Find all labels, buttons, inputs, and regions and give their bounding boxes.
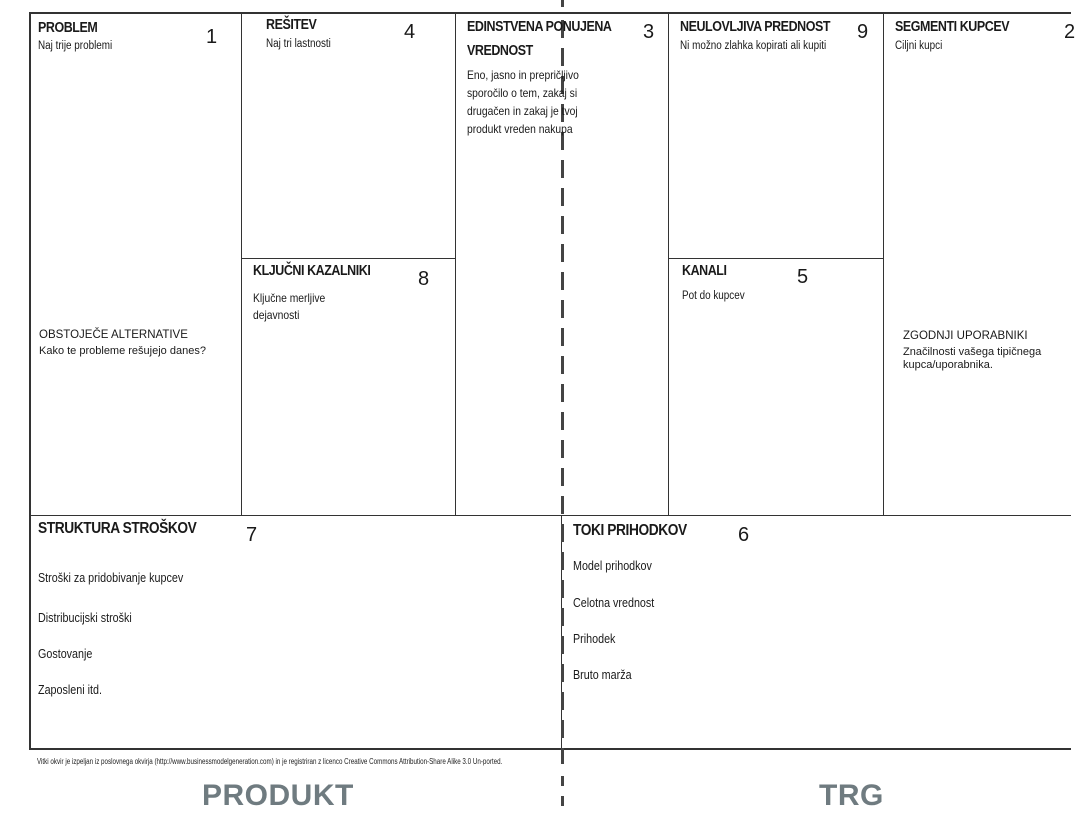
key-metrics-subtitle: Ključne merljive dejavnosti: [253, 291, 326, 322]
early-adopters-text: Značilnosti vašega tipičnega kupca/uporabnika.: [903, 346, 1042, 371]
divider-solution-uvp: [455, 13, 456, 515]
costs-title: STRUKTURA STROŠKOV: [38, 520, 197, 537]
revenue-title: TOKI PRIHODKOV: [573, 522, 687, 539]
revenue-item: Prihodek: [573, 632, 616, 646]
uvp-text: Eno, jasno in prepričljivo sporočilo o tem, zakaj si drugačen in zakaj je tvoj produkt vreden nakupa: [467, 68, 579, 136]
uvp-number: 3: [643, 21, 655, 43]
segments-title: SEGMENTI KUPCEV: [895, 19, 1010, 35]
revenue-item: Model prihodkov: [573, 559, 652, 573]
problem-subtitle: Naj trije problemi: [38, 40, 113, 52]
trg-label: TRG: [819, 779, 884, 812]
advantage-title: NEULOVLJIVA PREDNOST: [680, 19, 831, 35]
frame-top-border: [29, 12, 1071, 14]
solution-subtitle: Naj tri lastnosti: [266, 38, 331, 50]
divider-problem-solution: [241, 13, 242, 515]
uvp-title-line2: VREDNOST: [467, 43, 533, 59]
problem-number: 1: [206, 26, 218, 48]
divider-advantage-segments: [883, 13, 884, 515]
alternatives-text: Kako te probleme rešujejo danes?: [39, 345, 206, 357]
channels-title: KANALI: [682, 263, 727, 279]
key-metrics-number: 8: [418, 268, 430, 290]
cost-item: Gostovanje: [38, 647, 93, 661]
produkt-label: PRODUKT: [202, 779, 354, 812]
advantage-number: 9: [857, 21, 869, 43]
solution-title: REŠITEV: [266, 17, 317, 33]
cost-item: Distribucijski stroški: [38, 611, 132, 625]
advantage-subtitle: Ni možno zlahka kopirati ali kupiti: [680, 40, 827, 52]
divider-advantage-channels: [668, 258, 883, 259]
costs-number: 7: [246, 524, 258, 546]
frame-left-border: [29, 12, 31, 750]
channels-number: 5: [797, 266, 809, 288]
section-divider: [29, 515, 1071, 516]
cost-item: Stroški za pridobivanje kupcev: [38, 571, 184, 585]
problem-title: PROBLEM: [38, 20, 98, 36]
segments-subtitle: Ciljni kupci: [895, 40, 943, 52]
early-adopters-title: ZGODNJI UPORABNIKI: [903, 330, 1028, 342]
segments-number: 2: [1064, 21, 1075, 43]
revenue-number: 6: [738, 524, 750, 546]
cost-item: Zaposleni itd.: [38, 683, 102, 697]
divider-costs-revenue: [561, 515, 562, 749]
license-note: Vitki okvir je izpeljan iz poslovnega okvirja (http://www.businessmodelgeneration.com) in je registriran z licenco Creative Commons Attribution-Share Alike 3.0 Un-ported.: [37, 757, 503, 766]
solution-number: 4: [404, 21, 416, 43]
divider-solution-metrics: [241, 258, 455, 259]
key-metrics-title: KLJUČNI KAZALNIKI: [253, 263, 371, 279]
divider-uvp-advantage: [668, 13, 669, 515]
uvp-title-line1: EDINSTVENA PONUJENA: [467, 19, 612, 35]
revenue-item: Celotna vrednost: [573, 596, 655, 610]
frame-bottom-border: [29, 748, 1071, 750]
revenue-item: Bruto marža: [573, 668, 632, 682]
channels-subtitle: Pot do kupcev: [682, 290, 745, 302]
alternatives-title: OBSTOJEČE ALTERNATIVE: [39, 329, 188, 341]
